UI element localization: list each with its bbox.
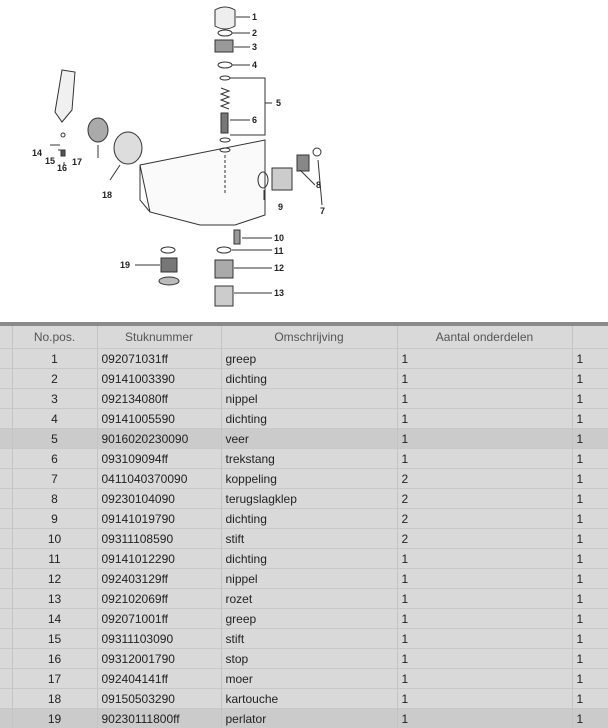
row-gutter <box>0 689 12 709</box>
cell-no-pos: 13 <box>12 589 97 609</box>
cell-aantal: 2 <box>397 509 572 529</box>
cell-omschrijving: veer <box>221 429 397 449</box>
cell-stuknummer: 093109094ff <box>97 449 221 469</box>
cell-extra: 1 <box>572 689 608 709</box>
row-gutter <box>0 589 12 609</box>
callout-16: 16 <box>57 163 68 173</box>
cell-stuknummer: 09141005590 <box>97 409 221 429</box>
table-row[interactable] <box>0 529 608 549</box>
cell-aantal: 1 <box>397 389 572 409</box>
row-gutter <box>0 609 12 629</box>
parts-table <box>0 326 608 728</box>
callout-9: 9 <box>278 202 284 212</box>
cell-aantal: 2 <box>397 469 572 489</box>
exploded-parts-diagram <box>0 0 608 322</box>
cell-no-pos: 14 <box>12 609 97 629</box>
cell-no-pos: 3 <box>12 389 97 409</box>
cell-no-pos: 19 <box>12 709 97 728</box>
cell-stuknummer: 90230111800ff <box>97 709 221 728</box>
cell-extra: 1 <box>572 469 608 489</box>
row-gutter <box>0 529 12 549</box>
table-row[interactable] <box>0 469 608 489</box>
callout-8: 8 <box>316 180 322 190</box>
cell-no-pos: 8 <box>12 489 97 509</box>
callout-3: 3 <box>252 42 258 52</box>
cell-stuknummer: 09141012290 <box>97 549 221 569</box>
row-gutter <box>0 709 12 728</box>
callout-15: 15 <box>45 156 56 166</box>
header-no-pos[interactable]: No.pos. <box>12 326 97 349</box>
table-row[interactable] <box>0 509 608 529</box>
cell-extra: 1 <box>572 409 608 429</box>
cell-extra: 1 <box>572 369 608 389</box>
callout-10: 10 <box>274 233 285 243</box>
row-gutter <box>0 629 12 649</box>
callout-12: 12 <box>274 263 285 273</box>
callout-18: 18 <box>102 190 113 200</box>
cell-no-pos: 1 <box>12 349 97 369</box>
cell-no-pos: 18 <box>12 689 97 709</box>
cell-omschrijving: rozet <box>221 589 397 609</box>
cell-extra: 1 <box>572 709 608 728</box>
cell-no-pos: 17 <box>12 669 97 689</box>
cell-stuknummer: 9016020230090 <box>97 429 221 449</box>
cell-stuknummer: 09230104090 <box>97 489 221 509</box>
cell-aantal: 2 <box>397 489 572 509</box>
cell-aantal: 1 <box>397 709 572 728</box>
cell-extra: 1 <box>572 589 608 609</box>
header-gutter <box>0 326 12 349</box>
cell-aantal: 1 <box>397 609 572 629</box>
cell-no-pos: 4 <box>12 409 97 429</box>
cell-aantal: 1 <box>397 349 572 369</box>
table-row[interactable] <box>0 609 608 629</box>
cell-no-pos: 5 <box>12 429 97 449</box>
cell-aantal: 1 <box>397 649 572 669</box>
row-gutter <box>0 509 12 529</box>
row-gutter <box>0 449 12 469</box>
cell-stuknummer: 09141003390 <box>97 369 221 389</box>
cell-omschrijving: stift <box>221 629 397 649</box>
cell-stuknummer: 092071001ff <box>97 609 221 629</box>
cell-omschrijving: trekstang <box>221 449 397 469</box>
callout-2: 2 <box>252 28 258 38</box>
parts-table-panel <box>0 322 608 728</box>
row-gutter <box>0 569 12 589</box>
cell-omschrijving: dichting <box>221 409 397 429</box>
cell-extra: 1 <box>572 609 608 629</box>
cell-omschrijving: kartouche <box>221 689 397 709</box>
cell-stuknummer: 092071031ff <box>97 349 221 369</box>
cell-extra: 1 <box>572 529 608 549</box>
cell-extra: 1 <box>572 489 608 509</box>
cell-extra: 1 <box>572 649 608 669</box>
cell-extra: 1 <box>572 449 608 469</box>
cell-omschrijving: terugslagklep <box>221 489 397 509</box>
header-omschrijving[interactable]: Omschrijving <box>221 326 397 349</box>
cell-omschrijving: greep <box>221 609 397 629</box>
row-gutter <box>0 369 12 389</box>
cell-no-pos: 9 <box>12 509 97 529</box>
row-gutter <box>0 489 12 509</box>
cell-aantal: 1 <box>397 409 572 429</box>
cell-aantal: 1 <box>397 369 572 389</box>
callout-14: 14 <box>32 148 43 158</box>
cell-omschrijving: dichting <box>221 369 397 389</box>
header-extra[interactable] <box>572 326 608 349</box>
cell-omschrijving: perlator <box>221 709 397 728</box>
cell-omschrijving: dichting <box>221 509 397 529</box>
cell-no-pos: 6 <box>12 449 97 469</box>
cell-stuknummer: 092102069ff <box>97 589 221 609</box>
table-row[interactable] <box>0 709 608 728</box>
table-row[interactable] <box>0 429 608 449</box>
table-row[interactable] <box>0 389 608 409</box>
callout-19: 19 <box>120 260 131 270</box>
table-row[interactable] <box>0 569 608 589</box>
cell-stuknummer: 09311103090 <box>97 629 221 649</box>
cell-no-pos: 16 <box>12 649 97 669</box>
cell-extra: 1 <box>572 429 608 449</box>
row-gutter <box>0 429 12 449</box>
cell-aantal: 1 <box>397 569 572 589</box>
callout-13: 13 <box>274 288 285 298</box>
cell-extra: 1 <box>572 509 608 529</box>
cell-extra: 1 <box>572 569 608 589</box>
cell-no-pos: 12 <box>12 569 97 589</box>
cell-aantal: 1 <box>397 549 572 569</box>
table-row[interactable] <box>0 669 608 689</box>
cell-aantal: 1 <box>397 589 572 609</box>
cell-omschrijving: koppeling <box>221 469 397 489</box>
cell-omschrijving: moer <box>221 669 397 689</box>
cell-extra: 1 <box>572 549 608 569</box>
table-row[interactable] <box>0 369 608 389</box>
cell-aantal: 1 <box>397 669 572 689</box>
cell-omschrijving: nippel <box>221 389 397 409</box>
cell-no-pos: 15 <box>12 629 97 649</box>
cell-stuknummer: 09141019790 <box>97 509 221 529</box>
header-aantal[interactable]: Aantal onderdelen <box>397 326 572 349</box>
cell-no-pos: 7 <box>12 469 97 489</box>
cell-extra: 1 <box>572 669 608 689</box>
callout-1: 1 <box>252 12 258 22</box>
table-row[interactable] <box>0 489 608 509</box>
table-row[interactable] <box>0 649 608 669</box>
table-row[interactable] <box>0 689 608 709</box>
cell-omschrijving: nippel <box>221 569 397 589</box>
table-header <box>0 326 608 349</box>
cell-stuknummer: 09312001790 <box>97 649 221 669</box>
cell-stuknummer: 092403129ff <box>97 569 221 589</box>
row-gutter <box>0 669 12 689</box>
callout-11: 11 <box>274 246 284 256</box>
cell-extra: 1 <box>572 349 608 369</box>
cell-no-pos: 2 <box>12 369 97 389</box>
table-row[interactable] <box>0 449 608 469</box>
cell-extra: 1 <box>572 629 608 649</box>
cell-omschrijving: greep <box>221 349 397 369</box>
cell-omschrijving: stop <box>221 649 397 669</box>
table-row[interactable] <box>0 349 608 369</box>
row-gutter <box>0 649 12 669</box>
cell-aantal: 1 <box>397 689 572 709</box>
cell-stuknummer: 092134080ff <box>97 389 221 409</box>
cell-aantal: 1 <box>397 449 572 469</box>
table-row[interactable] <box>0 589 608 609</box>
cell-aantal: 1 <box>397 429 572 449</box>
cell-aantal: 1 <box>397 629 572 649</box>
row-gutter <box>0 409 12 429</box>
row-gutter <box>0 349 12 369</box>
row-gutter <box>0 389 12 409</box>
table-row[interactable] <box>0 409 608 429</box>
cell-stuknummer: 09150503290 <box>97 689 221 709</box>
callout-17: 17 <box>72 157 83 167</box>
cell-stuknummer: 092404141ff <box>97 669 221 689</box>
callout-4: 4 <box>252 60 258 70</box>
cell-omschrijving: dichting <box>221 549 397 569</box>
callout-5: 5 <box>276 98 282 108</box>
cell-stuknummer: 0411040370090 <box>97 469 221 489</box>
cell-aantal: 2 <box>397 529 572 549</box>
row-gutter <box>0 469 12 489</box>
cell-omschrijving: stift <box>221 529 397 549</box>
callout-6: 6 <box>252 115 258 125</box>
callout-7: 7 <box>320 206 326 216</box>
table-row[interactable] <box>0 549 608 569</box>
cell-no-pos: 10 <box>12 529 97 549</box>
table-row[interactable] <box>0 629 608 649</box>
row-gutter <box>0 549 12 569</box>
cell-stuknummer: 09311108590 <box>97 529 221 549</box>
header-stuknummer[interactable]: Stuknummer <box>97 326 221 349</box>
cell-extra: 1 <box>572 389 608 409</box>
cell-no-pos: 11 <box>12 549 97 569</box>
